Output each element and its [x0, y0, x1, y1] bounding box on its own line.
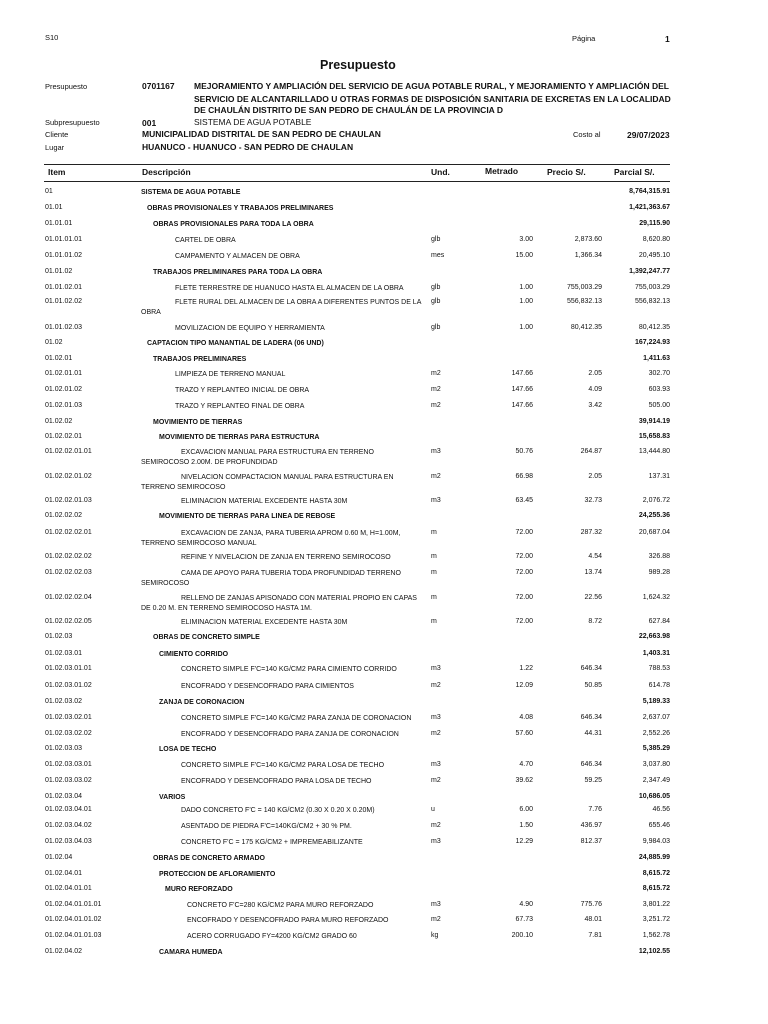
- item-parcial: 13,444.80: [638, 448, 670, 455]
- item-description: CAMARA HUMEDA: [159, 949, 223, 956]
- column-und: Und.: [431, 167, 450, 177]
- item-code: 01.02.03.03: [45, 745, 82, 752]
- report-code: S10: [45, 33, 59, 42]
- page-number: 1: [665, 34, 670, 44]
- item-precio: 646.34: [580, 714, 602, 721]
- item-metrado: 3.00: [519, 236, 533, 243]
- item-description: RELLENO DE ZANJAS APISONADO CON MATERIAL PROPIO EN CAPAS DE 0.20 M. EN TERRENO SEMIROCOSO HASTA 1M.: [141, 595, 417, 612]
- item-code: 01.02.04.01.01: [45, 885, 92, 892]
- costo-date: 29/07/2023: [627, 130, 670, 140]
- item-code: 01.02.04: [45, 854, 73, 861]
- item-precio: 436.97: [580, 822, 602, 829]
- item-description: ELIMINACION MATERIAL EXCEDENTE HASTA 30M: [181, 619, 348, 626]
- item-parcial: 8,620.80: [642, 236, 670, 243]
- item-code: 01.02.03.02: [45, 698, 82, 705]
- item-code: 01.02.02.02.03: [45, 569, 92, 576]
- item-description: LOSA DE TECHO: [159, 746, 217, 753]
- item-precio: 2,873.60: [574, 236, 602, 243]
- item-parcial: 755,003.29: [634, 284, 670, 291]
- page-label: Página: [572, 34, 596, 43]
- item-metrado: 63.45: [515, 497, 533, 504]
- item-code: 01.02.01.01: [45, 370, 82, 377]
- item-description: TRAZO Y REPLANTEO FINAL DE OBRA: [175, 403, 305, 410]
- item-parcial: 12,102.55: [638, 948, 670, 955]
- item-description: LIMPIEZA DE TERRENO MANUAL: [175, 371, 286, 378]
- item-metrado: 72.00: [515, 569, 533, 576]
- item-code: 01.02.03.04.02: [45, 822, 92, 829]
- item-parcial: 2,637.07: [642, 714, 670, 721]
- item-unit: mes: [431, 252, 445, 259]
- item-description: MOVIMIENTO DE TIERRAS PARA ESTRUCTURA: [159, 434, 320, 441]
- item-unit: m2: [431, 386, 441, 393]
- item-unit: m3: [431, 901, 441, 908]
- item-unit: m2: [431, 777, 441, 784]
- item-code: 01.02.02.02: [45, 512, 82, 519]
- item-unit: m3: [431, 714, 441, 721]
- item-precio: 59.25: [584, 777, 602, 784]
- item-code: 01.01.02: [45, 268, 73, 275]
- item-parcial: 603.93: [648, 386, 670, 393]
- item-metrado: 1.22: [519, 665, 533, 672]
- item-description: CAPTACION TIPO MANANTIAL DE LADERA (06 UND): [147, 340, 324, 347]
- item-parcial: 614.78: [648, 682, 670, 689]
- item-description: OBRAS PROVISIONALES Y TRABAJOS PRELIMINARES: [147, 205, 334, 212]
- item-code: 01.01.02.01: [45, 284, 82, 291]
- item-metrado: 72.00: [515, 529, 533, 536]
- item-metrado: 1.00: [519, 298, 533, 305]
- item-parcial: 80,412.35: [638, 324, 670, 331]
- item-description: PROTECCION DE AFLORAMIENTO: [159, 871, 276, 878]
- subpresupuesto-label: Subpresupuesto: [45, 118, 100, 127]
- item-metrado: 4.90: [519, 901, 533, 908]
- item-precio: 287.32: [580, 529, 602, 536]
- item-metrado: 72.00: [515, 553, 533, 560]
- item-parcial: 39,914.19: [638, 418, 670, 425]
- item-parcial: 5,385.29: [642, 745, 670, 752]
- item-metrado: 72.00: [515, 618, 533, 625]
- item-precio: 48.01: [584, 916, 602, 923]
- item-code: 01.02.03.01.01: [45, 665, 92, 672]
- item-precio: 32.73: [584, 497, 602, 504]
- item-code: 01.01: [45, 204, 63, 211]
- item-description: CAMPAMENTO Y ALMACEN DE OBRA: [175, 253, 300, 260]
- item-parcial: 8,615.72: [642, 885, 670, 892]
- item-precio: 3.42: [588, 402, 602, 409]
- lugar-label: Lugar: [45, 143, 65, 152]
- item-code: 01.02.04.01.01.03: [45, 932, 102, 939]
- item-parcial: 989.28: [648, 569, 670, 576]
- item-precio: 80,412.35: [570, 324, 602, 331]
- column-parcial: Parcial S/.: [614, 167, 655, 177]
- item-code: 01.02.03.02.01: [45, 714, 92, 721]
- item-code: 01.02.03.03.02: [45, 777, 92, 784]
- item-description: SISTEMA DE AGUA POTABLE: [141, 189, 241, 196]
- item-metrado: 147.66: [511, 386, 533, 393]
- item-unit: glb: [431, 284, 441, 291]
- cliente-value: MUNICIPALIDAD DISTRITAL DE SAN PEDRO DE CHAULAN: [142, 129, 381, 139]
- item-code: 01.01.02.03: [45, 324, 82, 331]
- item-metrado: 4.08: [519, 714, 533, 721]
- item-description: EXCAVACION DE ZANJA, PARA TUBERIA APROM 0.60 M, H=1.00M, TERRENO SEMIROCOSO MANUAL: [141, 530, 401, 547]
- item-precio: 7.76: [588, 806, 602, 813]
- item-parcial: 29,115.90: [639, 220, 670, 227]
- item-code: 01.01.01.01: [45, 236, 82, 243]
- item-parcial: 8,764,315.91: [629, 188, 670, 195]
- cliente-label: Cliente: [45, 130, 69, 139]
- item-unit: kg: [431, 932, 439, 939]
- item-parcial: 326.88: [648, 553, 670, 560]
- item-parcial: 8,615.72: [642, 870, 670, 877]
- item-unit: m: [431, 529, 437, 536]
- subpresupuesto-code: 001: [142, 118, 157, 128]
- item-parcial: 20,495.10: [638, 252, 670, 259]
- item-precio: 2.05: [588, 370, 602, 377]
- item-parcial: 24,255.36: [638, 512, 670, 519]
- item-unit: m3: [431, 761, 441, 768]
- presupuesto-label: Presupuesto: [45, 82, 88, 91]
- item-unit: m2: [431, 402, 441, 409]
- item-code: 01.02.01.03: [45, 402, 82, 409]
- item-parcial: 627.84: [648, 618, 670, 625]
- item-metrado: 1.00: [519, 284, 533, 291]
- item-code: 01.02.02: [45, 418, 73, 425]
- item-unit: m2: [431, 916, 441, 923]
- item-description: TRAZO Y REPLANTEO INICIAL DE OBRA: [175, 387, 310, 394]
- item-precio: 755,003.29: [566, 284, 602, 291]
- item-description: OBRAS PROVISIONALES PARA TODA LA OBRA: [153, 221, 314, 228]
- item-code: 01.02.01: [45, 355, 73, 362]
- item-description: ENCOFRADO Y DESENCOFRADO PARA CIMIENTOS: [181, 683, 354, 690]
- item-parcial: 1,403.31: [642, 650, 670, 657]
- column-descripcion: Descripción: [142, 167, 191, 177]
- item-unit: m2: [431, 682, 441, 689]
- item-code: 01.02.01.02: [45, 386, 82, 393]
- item-precio: 264.87: [580, 448, 602, 455]
- item-description: MOVIMIENTO DE TIERRAS PARA LINEA DE REBOSE: [159, 513, 336, 520]
- item-parcial: 167,224.93: [634, 339, 670, 346]
- item-metrado: 1.00: [519, 324, 533, 331]
- item-parcial: 22,663.98: [638, 633, 670, 640]
- item-description: CONCRETO F'C=280 KG/CM2 PARA MURO REFORZADO: [187, 902, 374, 909]
- item-code: 01.02.03.01: [45, 650, 82, 657]
- item-precio: 775.76: [580, 901, 602, 908]
- item-unit: m: [431, 553, 437, 560]
- item-parcial: 24,885.99: [638, 854, 670, 861]
- item-description: OBRAS DE CONCRETO ARMADO: [153, 855, 266, 862]
- item-description: ACERO CORRUGADO FY=4200 KG/CM2 GRADO 60: [187, 933, 357, 940]
- lugar-value: HUANUCO - HUANUCO - SAN PEDRO DE CHAULAN: [142, 142, 354, 152]
- item-metrado: 39.62: [515, 777, 533, 784]
- item-parcial: 2,347.49: [642, 777, 670, 784]
- item-precio: 2.05: [588, 473, 602, 480]
- item-parcial: 1,624.32: [642, 594, 670, 601]
- item-precio: 556,832.13: [566, 298, 602, 305]
- item-parcial: 788.53: [648, 665, 670, 672]
- item-code: 01.02.04.01.01.02: [45, 916, 102, 923]
- column-metrado: Metrado: [485, 166, 519, 176]
- item-unit: glb: [431, 236, 441, 243]
- item-parcial: 9,984.03: [642, 838, 670, 845]
- item-parcial: 655.46: [648, 822, 670, 829]
- item-description: CONCRETO SIMPLE F'C=140 KG/CM2 PARA LOSA DE TECHO: [181, 762, 385, 769]
- item-precio: 4.54: [588, 553, 602, 560]
- item-unit: m2: [431, 370, 441, 377]
- item-metrado: 50.76: [515, 448, 533, 455]
- item-description: EXCAVACION MANUAL PARA ESTRUCTURA EN TERRENO SEMIROCOSO 2.00M. DE PROFUNDIDAD: [141, 449, 374, 466]
- item-parcial: 46.56: [652, 806, 670, 813]
- item-description: FLETE TERRESTRE DE HUANUCO HASTA EL ALMACEN DE LA OBRA: [175, 285, 404, 292]
- item-parcial: 556,832.13: [634, 298, 670, 305]
- item-code: 01: [45, 188, 53, 195]
- item-description: ENCOFRADO Y DESENCOFRADO PARA ZANJA DE CORONACION: [181, 731, 399, 738]
- item-description: CAMA DE APOYO PARA TUBERIA TODA PROFUNDIDAD TERRENO SEMIROCOSO: [141, 570, 401, 587]
- item-description: ZANJA DE CORONACION: [159, 699, 245, 706]
- item-description: CONCRETO SIMPLE F'C=140 KG/CM2 PARA ZANJA DE CORONACION: [181, 715, 412, 722]
- item-metrado: 67.73: [515, 916, 533, 923]
- item-unit: glb: [431, 324, 441, 331]
- item-code: 01.02.02.02.04: [45, 594, 92, 601]
- item-precio: 4.09: [588, 386, 602, 393]
- item-code: 01.02: [45, 339, 63, 346]
- item-code: 01.02.04.02: [45, 948, 82, 955]
- item-code: 01.02.03.02.02: [45, 730, 92, 737]
- item-metrado: 147.66: [511, 402, 533, 409]
- item-unit: m: [431, 594, 437, 601]
- item-code: 01.01.01: [45, 220, 73, 227]
- presupuesto-name-line-3: DE CHAULÁN DISTRITO DE SAN PEDRO DE CHAULÁN DE LA PROVINCIA D: [194, 105, 504, 115]
- item-description: CONCRETO SIMPLE F'C=140 KG/CM2 PARA CIMIENTO CORRIDO: [181, 666, 397, 673]
- item-description: ENCOFRADO Y DESENCOFRADO PARA MURO REFORZADO: [187, 917, 389, 924]
- item-unit: glb: [431, 298, 441, 305]
- item-parcial: 1,411.63: [643, 355, 670, 362]
- item-description: REFINE Y NIVELACION DE ZANJA EN TERRENO SEMIROCOSO: [181, 554, 391, 561]
- costo-label: Costo al: [573, 130, 601, 139]
- item-code: 01.02.02.02.05: [45, 618, 92, 625]
- item-code: 01.02.02.01.03: [45, 497, 92, 504]
- item-unit: m: [431, 569, 437, 576]
- item-parcial: 137.31: [648, 473, 670, 480]
- item-description: CARTEL DE OBRA: [175, 237, 236, 244]
- item-code: 01.02.02.02.01: [45, 529, 92, 536]
- item-code: 01.01.01.02: [45, 252, 82, 259]
- item-description: OBRAS DE CONCRETO SIMPLE: [153, 634, 260, 641]
- item-parcial: 505.00: [648, 402, 670, 409]
- item-code: 01.02.03.04: [45, 793, 82, 800]
- item-metrado: 6.00: [519, 806, 533, 813]
- item-metrado: 72.00: [515, 594, 533, 601]
- item-parcial: 5,189.33: [642, 698, 670, 705]
- item-parcial: 10,686.05: [638, 793, 670, 800]
- item-description: CIMIENTO CORRIDO: [159, 651, 229, 658]
- column-item: Item: [48, 167, 66, 177]
- item-parcial: 3,251.72: [642, 916, 670, 923]
- item-unit: m3: [431, 665, 441, 672]
- item-code: 01.02.02.02.02: [45, 553, 92, 560]
- item-parcial: 2,552.26: [642, 730, 670, 737]
- item-description: ELIMINACION MATERIAL EXCEDENTE HASTA 30M: [181, 498, 348, 505]
- item-unit: m: [431, 618, 437, 625]
- item-description: FLETE RURAL DEL ALMACEN DE LA OBRA A DIFERENTES PUNTOS DE LA OBRA: [141, 299, 421, 316]
- item-code: 01.02.03.01.02: [45, 682, 92, 689]
- item-precio: 44.31: [584, 730, 602, 737]
- item-unit: m2: [431, 822, 441, 829]
- item-metrado: 12.29: [515, 838, 533, 845]
- item-precio: 13.74: [584, 569, 602, 576]
- item-unit: m2: [431, 730, 441, 737]
- item-metrado: 12.09: [515, 682, 533, 689]
- column-precio: Precio S/.: [547, 167, 586, 177]
- item-precio: 1,366.34: [574, 252, 602, 259]
- item-metrado: 57.60: [515, 730, 533, 737]
- item-metrado: 4.70: [519, 761, 533, 768]
- item-parcial: 20,687.04: [638, 529, 670, 536]
- item-code: 01.02.03.04.03: [45, 838, 92, 845]
- item-metrado: 200.10: [511, 932, 533, 939]
- item-precio: 22.56: [584, 594, 602, 601]
- item-parcial: 2,076.72: [642, 497, 670, 504]
- item-code: 01.02.03: [45, 633, 73, 640]
- item-parcial: 3,037.80: [642, 761, 670, 768]
- presupuesto-name-line-1: MEJORAMIENTO Y AMPLIACIÓN DEL SERVICIO DE AGUA POTABLE RURAL, Y MEJORAMIENTO Y AMPLIACIÓN DEL: [194, 81, 669, 91]
- item-precio: 8.72: [588, 618, 602, 625]
- item-precio: 646.34: [580, 665, 602, 672]
- item-code: 01.02.03.04.01: [45, 806, 92, 813]
- subpresupuesto-name: SISTEMA DE AGUA POTABLE: [194, 117, 312, 127]
- item-description: ENCOFRADO Y DESENCOFRADO PARA LOSA DE TECHO: [181, 778, 372, 785]
- item-description: TRABAJOS PRELIMINARES PARA TODA LA OBRA: [153, 269, 323, 276]
- item-parcial: 1,562.78: [642, 932, 670, 939]
- item-metrado: 15.00: [515, 252, 533, 259]
- item-description: MOVILIZACION DE EQUIPO Y HERRAMIENTA: [175, 325, 325, 332]
- item-precio: 812.37: [580, 838, 602, 845]
- item-unit: m3: [431, 838, 441, 845]
- page-title: Presupuesto: [320, 58, 396, 72]
- item-parcial: 1,421,363.67: [629, 204, 670, 211]
- item-unit: m2: [431, 473, 441, 480]
- item-parcial: 302.70: [648, 370, 670, 377]
- item-description: VARIOS: [159, 794, 186, 801]
- item-unit: m3: [431, 448, 441, 455]
- item-unit: u: [431, 806, 435, 813]
- item-description: CONCRETO F'C = 175 KG/CM2 + IMPREMEABILIZANTE: [181, 839, 363, 846]
- item-parcial: 3,801.22: [642, 901, 670, 908]
- presupuesto-code: 0701167: [142, 81, 175, 91]
- item-description: ASENTADO DE PIEDRA F'C=140KG/CM2 + 30 % PM.: [181, 823, 352, 830]
- item-code: 01.02.03.03.01: [45, 761, 92, 768]
- item-parcial: 15,658.83: [638, 433, 670, 440]
- item-code: 01.02.04.01: [45, 870, 82, 877]
- item-description: NIVELACION COMPACTACION MANUAL PARA ESTRUCTURA EN TERRENO SEMIROCOSO: [141, 474, 394, 491]
- item-code: 01.02.04.01.01.01: [45, 901, 102, 908]
- item-precio: 7.81: [588, 932, 602, 939]
- item-code: 01.02.02.01: [45, 433, 82, 440]
- item-description: DADO CONCRETO F'C = 140 KG/CM2 (0.30 X 0.20 X 0.20M): [181, 807, 375, 814]
- item-metrado: 1.50: [519, 822, 533, 829]
- item-code: 01.02.02.01.01: [45, 448, 92, 455]
- item-code: 01.01.02.02: [45, 298, 82, 305]
- item-precio: 50.85: [584, 682, 602, 689]
- item-description: TRABAJOS PRELIMINARES: [153, 356, 247, 363]
- item-description: MOVIMIENTO DE TIERRAS: [153, 419, 243, 426]
- item-unit: m3: [431, 497, 441, 504]
- presupuesto-name-line-2: SERVICIO DE ALCANTARILLADO U OTRAS FORMAS DE DISPOSICIÓN SANITARIA DE EXCRETAS EN LA LOCALIDAD: [194, 94, 671, 104]
- item-code: 01.02.02.01.02: [45, 473, 92, 480]
- item-metrado: 147.66: [511, 370, 533, 377]
- item-precio: 646.34: [580, 761, 602, 768]
- item-parcial: 1,392,247.77: [629, 268, 670, 275]
- item-description: MURO REFORZADO: [165, 886, 233, 893]
- item-metrado: 66.98: [515, 473, 533, 480]
